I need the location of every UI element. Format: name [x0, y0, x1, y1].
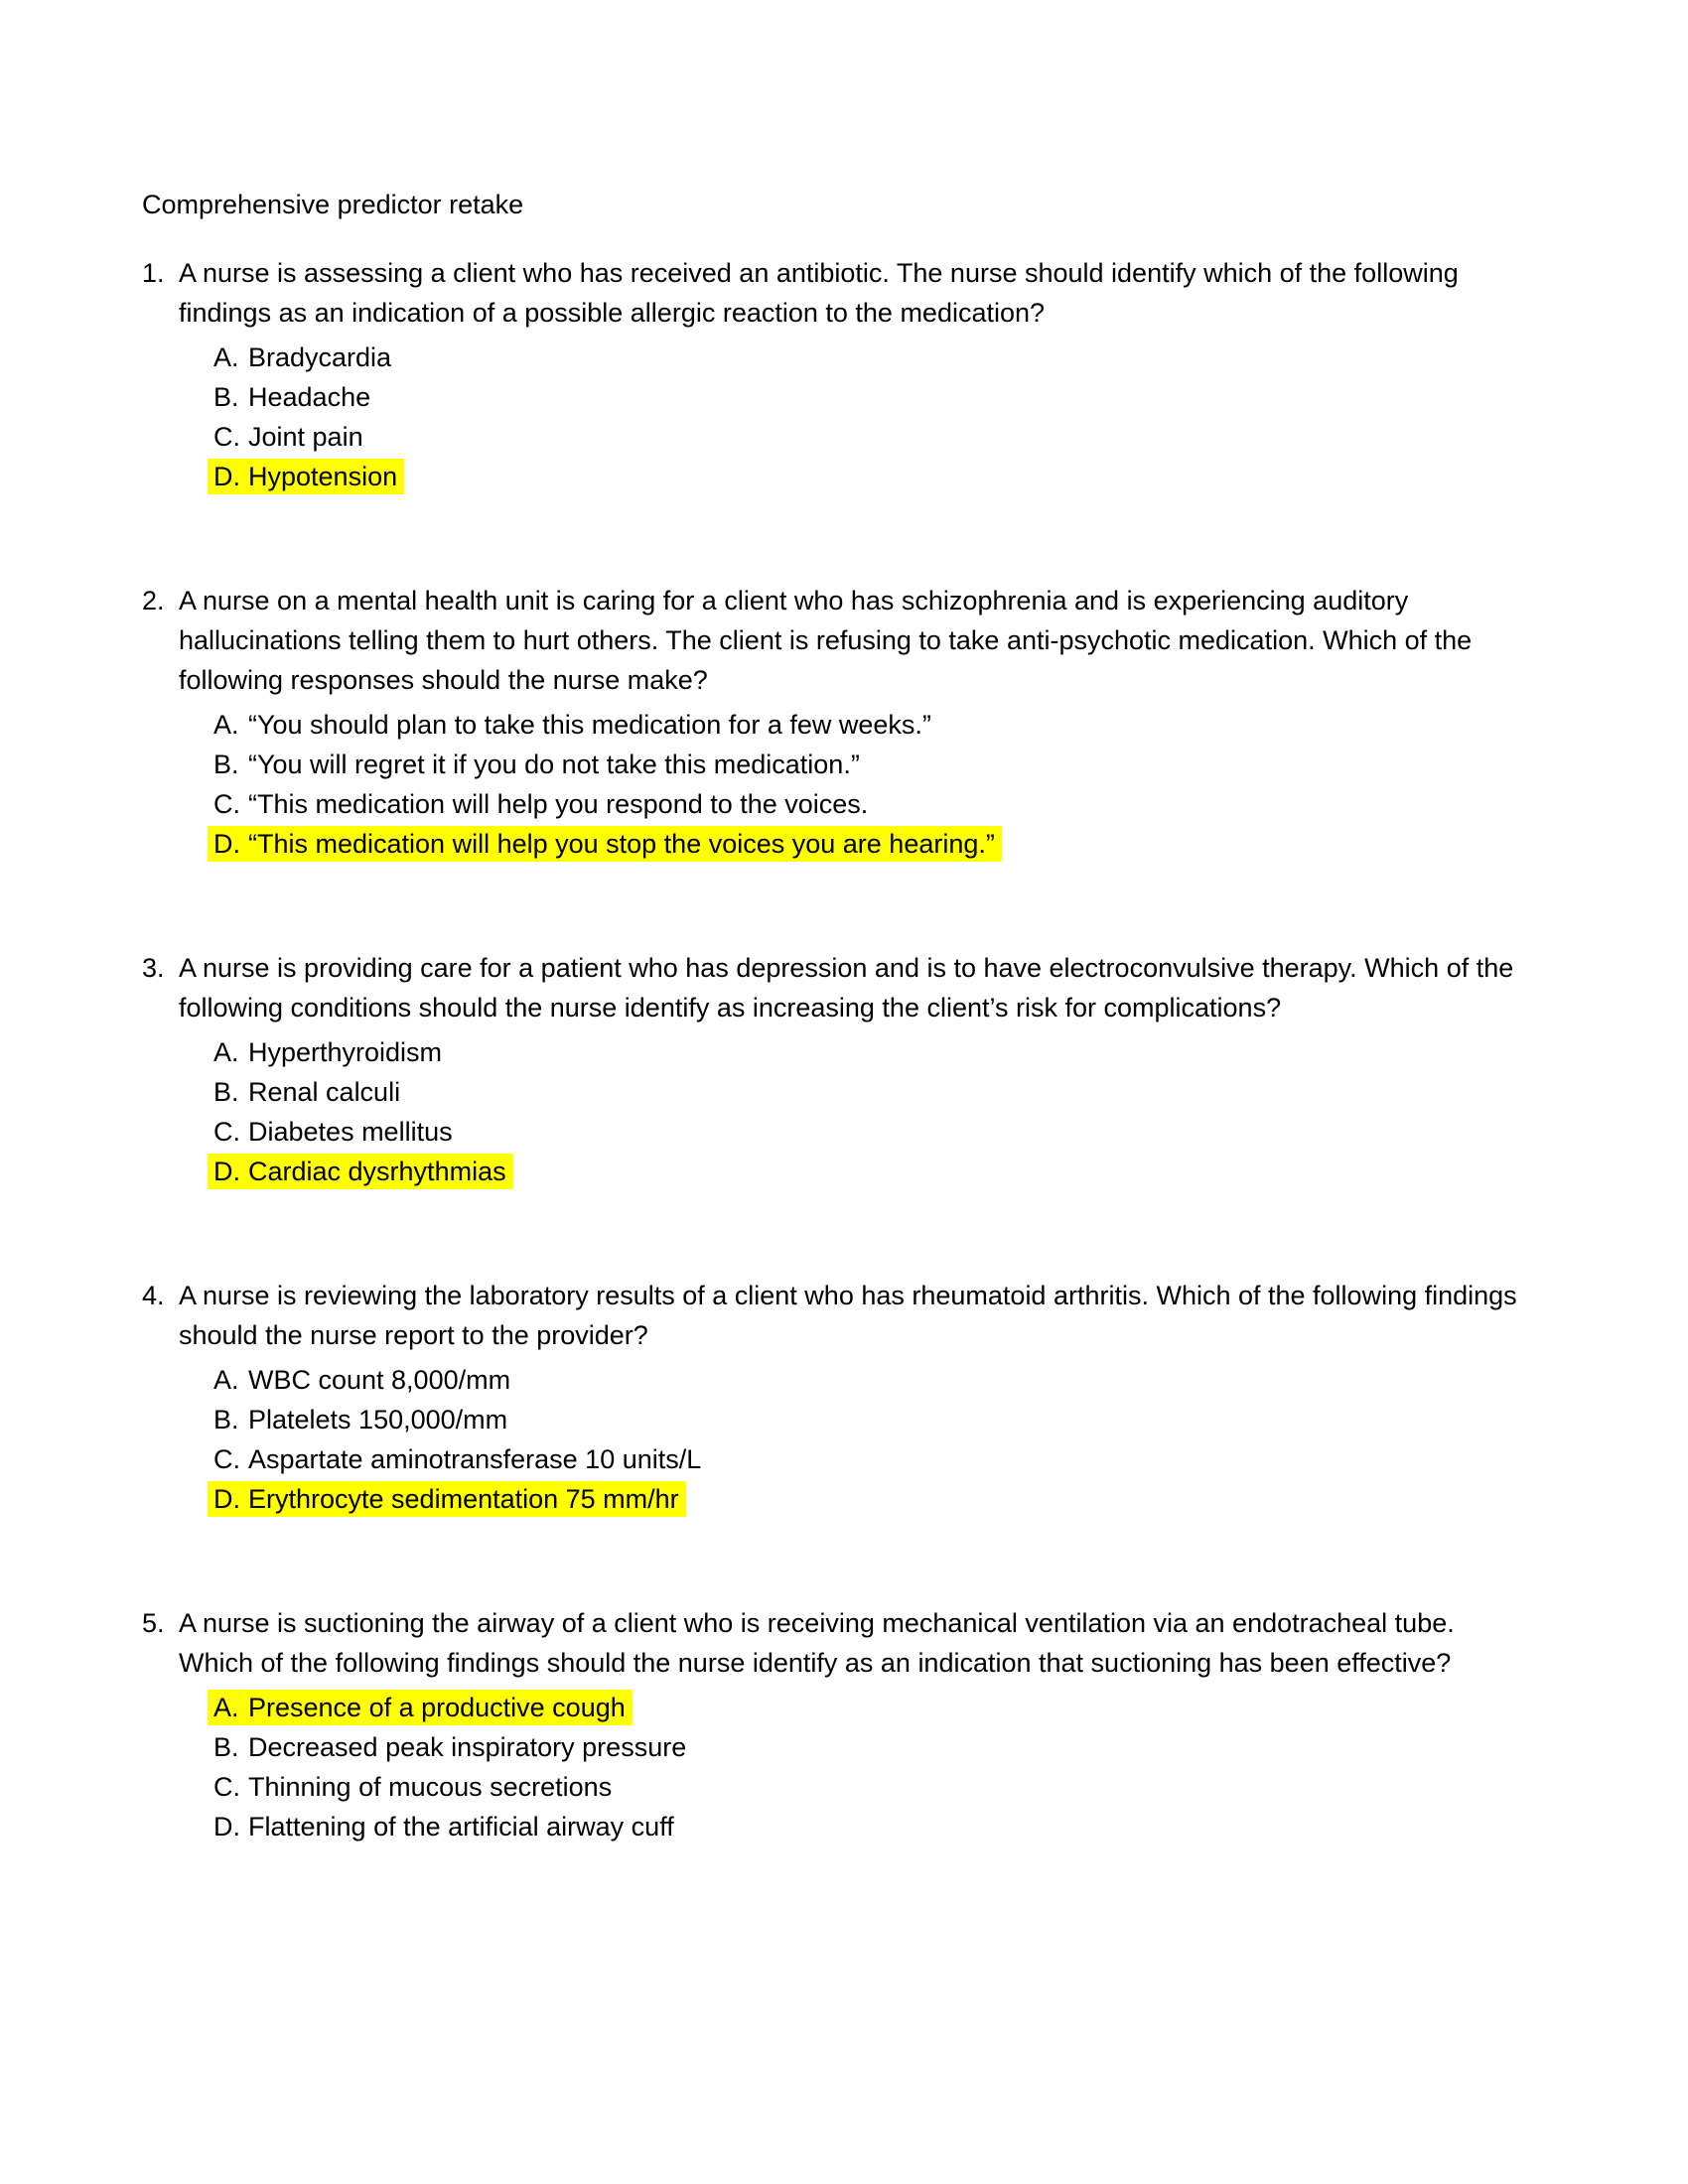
option-letter: C.	[213, 1772, 240, 1802]
answer-option	[213, 1807, 1539, 1846]
question	[142, 1276, 1539, 1519]
answer-option-content	[208, 379, 377, 415]
question-stem	[142, 253, 1539, 333]
answer-option	[213, 824, 1539, 864]
option-text: Renal calculi	[248, 1077, 401, 1107]
option-text: “This medication will help you respond to the voices.	[248, 789, 869, 819]
option-letter: C.	[213, 789, 240, 819]
options-list	[213, 338, 1539, 496]
answer-option	[213, 338, 1539, 377]
answer-option	[213, 457, 1539, 496]
option-text: Cardiac dysrhythmias	[248, 1157, 506, 1186]
answer-option	[213, 1360, 1539, 1400]
question-number: 2.	[142, 586, 165, 615]
option-text: “This medication will help you stop the voices you are hearing.”	[248, 829, 995, 859]
options-list	[213, 1360, 1539, 1519]
answer-option-content	[208, 1441, 708, 1477]
option-text: WBC count 8,000/mm	[248, 1365, 511, 1395]
answer-option-content	[208, 1154, 513, 1189]
question-text: A nurse is suctioning the airway of a client who is receiving mechanical ventilation via an endotracheal tube. Which of the following findings should the nurse identify as an indication that suctioning has been effective?	[179, 1608, 1455, 1678]
answer-option	[213, 1400, 1539, 1439]
question-number: 1.	[142, 258, 165, 288]
answer-option-content	[208, 1809, 681, 1844]
option-letter: D.	[213, 1812, 240, 1842]
question	[142, 253, 1539, 496]
answer-option	[213, 1032, 1539, 1072]
answer-option	[213, 1152, 1539, 1191]
question-text: A nurse is providing care for a patient who has depression and is to have electroconvulsive therapy. Which of the following conditions should the nurse identify as increasing the client’s risk for complications?	[179, 953, 1514, 1023]
option-text: Diabetes mellitus	[248, 1117, 453, 1147]
answer-option	[213, 1767, 1539, 1807]
answer-option	[213, 377, 1539, 417]
options-list	[213, 1032, 1539, 1191]
answer-option-content	[208, 786, 875, 822]
question-text: A nurse is assessing a client who has received an antibiotic. The nurse should identify which of the following findings as an indication of a possible allergic reaction to the medication?	[179, 258, 1459, 328]
option-text: Flattening of the artificial airway cuff	[248, 1812, 674, 1842]
option-letter: B.	[213, 750, 239, 779]
question-stem	[142, 1603, 1539, 1683]
answer-option	[213, 1439, 1539, 1479]
page-title: Comprehensive predictor retake	[142, 190, 524, 219]
answer-option	[213, 705, 1539, 745]
question-stem	[142, 1276, 1539, 1355]
option-text: Joint pain	[248, 422, 363, 452]
option-text: Platelets 150,000/mm	[248, 1405, 508, 1434]
answer-option-content	[208, 1729, 693, 1765]
answer-option	[213, 1112, 1539, 1152]
answer-option-content	[208, 1114, 460, 1150]
answer-option	[213, 745, 1539, 784]
answer-option-content	[208, 1362, 517, 1398]
option-letter: B.	[213, 1405, 239, 1434]
question-number: 3.	[142, 953, 165, 983]
answer-option-content	[208, 1074, 407, 1110]
question-number: 5.	[142, 1608, 165, 1638]
option-letter: D.	[213, 462, 240, 491]
option-letter: B.	[213, 1732, 239, 1762]
option-letter: C.	[213, 422, 240, 452]
answer-option	[213, 417, 1539, 457]
option-text: Headache	[248, 382, 371, 412]
answer-option-content	[208, 707, 938, 743]
answer-option-content	[208, 1769, 619, 1805]
answer-option-content	[208, 1034, 449, 1070]
question-list	[142, 253, 1539, 1846]
option-text: Hypotension	[248, 462, 398, 491]
option-letter: D.	[213, 1157, 240, 1186]
option-letter: D.	[213, 1484, 240, 1514]
question-text: A nurse on a mental health unit is caring for a client who has schizophrenia and is experiencing auditory hallucinations telling them to hurt others. The client is refusing to take anti-psychotic medication. Which of the following responses should the nurse make?	[179, 586, 1473, 695]
answer-option-content	[208, 826, 1002, 862]
answer-option	[213, 1479, 1539, 1519]
question-stem	[142, 948, 1539, 1027]
answer-option	[213, 1727, 1539, 1767]
question-text: A nurse is reviewing the laboratory results of a client who has rheumatoid arthritis. Which of the following findings should the nurse report to the provider?	[179, 1281, 1517, 1350]
option-text: Decreased peak inspiratory pressure	[248, 1732, 687, 1762]
answer-option	[213, 784, 1539, 824]
option-letter: D.	[213, 829, 240, 859]
option-text: Presence of a productive cough	[248, 1693, 626, 1722]
option-text: “You will regret it if you do not take this medication.”	[248, 750, 860, 779]
option-text: Hyperthyroidism	[248, 1037, 443, 1067]
option-text: Thinning of mucous secretions	[248, 1772, 613, 1802]
answer-option	[213, 1072, 1539, 1112]
option-text: Bradycardia	[248, 342, 392, 372]
answer-option	[213, 1688, 1539, 1727]
option-letter: B.	[213, 382, 239, 412]
question-number: 4.	[142, 1281, 165, 1310]
question	[142, 948, 1539, 1191]
option-text: Aspartate aminotransferase 10 units/L	[248, 1444, 702, 1474]
answer-option-content	[208, 1690, 633, 1725]
question-stem	[142, 581, 1539, 700]
answer-option-content	[208, 340, 398, 375]
option-letter: C.	[213, 1117, 240, 1147]
option-text: “You should plan to take this medication for a few weeks.”	[248, 710, 931, 740]
answer-option-content	[208, 1402, 514, 1437]
option-text: Erythrocyte sedimentation 75 mm/hr	[248, 1484, 679, 1514]
question	[142, 1603, 1539, 1846]
option-letter: A.	[213, 1365, 239, 1395]
answer-option-content	[208, 1481, 686, 1517]
option-letter: B.	[213, 1077, 239, 1107]
option-letter: A.	[213, 1693, 239, 1722]
answer-option-content	[208, 459, 404, 494]
option-letter: A.	[213, 342, 239, 372]
options-list	[213, 705, 1539, 864]
option-letter: C.	[213, 1444, 240, 1474]
question	[142, 581, 1539, 864]
answer-option-content	[208, 419, 370, 455]
option-letter: A.	[213, 1037, 239, 1067]
answer-option-content	[208, 747, 867, 782]
options-list	[213, 1688, 1539, 1846]
option-letter: A.	[213, 710, 239, 740]
